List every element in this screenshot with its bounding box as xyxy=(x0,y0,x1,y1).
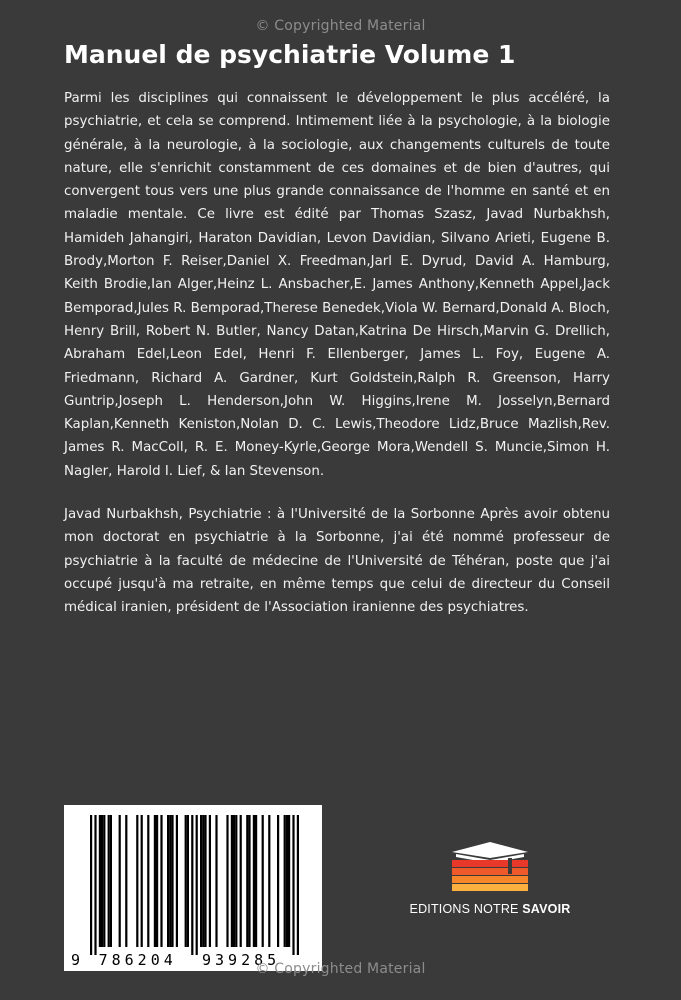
publisher-name xyxy=(380,902,600,916)
barcode xyxy=(64,805,322,971)
barcode-bar xyxy=(233,815,235,947)
barcode-bar xyxy=(147,815,149,947)
barcode-bar xyxy=(253,815,255,947)
barcode-bar xyxy=(248,815,250,947)
barcode-bar xyxy=(286,815,288,947)
barcode-bar xyxy=(169,815,171,947)
barcode-bar xyxy=(292,815,294,955)
barcode-bar xyxy=(277,815,279,947)
barcode-digit-first: 9 xyxy=(70,951,84,969)
barcode-bar xyxy=(297,815,299,955)
barcode-bar xyxy=(191,815,193,955)
barcode-bar xyxy=(110,815,112,947)
barcode-bar xyxy=(231,815,233,947)
watermark-top: © Copyrighted Material xyxy=(255,18,426,34)
barcode-digits-left: 786204 xyxy=(98,951,177,969)
barcode-bar xyxy=(119,815,121,947)
barcode-bar xyxy=(94,815,96,955)
publisher-block xyxy=(380,838,600,928)
barcode-bar xyxy=(204,815,206,947)
barcode-bar xyxy=(284,815,286,947)
barcode-bar xyxy=(268,815,270,947)
publisher-name-regular: EDITIONS NOTRE xyxy=(409,902,523,916)
barcode-bar xyxy=(160,815,162,947)
barcode-bar xyxy=(262,815,264,947)
barcode-bar xyxy=(255,815,257,947)
barcode-bar xyxy=(176,815,178,947)
barcode-bar xyxy=(167,815,169,947)
barcode-bar xyxy=(101,815,103,947)
barcode-bar xyxy=(187,815,189,947)
barcode-bar xyxy=(240,815,242,947)
barcode-bar xyxy=(108,815,110,947)
barcode-bar xyxy=(156,815,158,947)
barcode-bar xyxy=(196,815,198,955)
barcode-bar xyxy=(103,815,105,947)
barcode-bar xyxy=(171,815,173,947)
author-bio: Javad Nurbakhsh, Psychiatrie : à l'Université de la Sorbonne Après avoir obtenu mon doctorat en psychiatrie à la Sorbonne, j'ai été nommé professeur de psychiatrie à la faculté de médecine de l'Université de Téhéran, poste que j'ai occupé jusqu'à ma retraite, en même temps que celui de directeur du Conseil médical iranien, président de l'Association iranienne des psychiatres. xyxy=(64,507,610,616)
barcode-bar xyxy=(288,815,290,947)
barcode-bar xyxy=(185,815,187,947)
barcode-bar xyxy=(154,815,156,947)
barcode-bar xyxy=(90,815,92,955)
publisher-name-bold: SAVOIR xyxy=(522,902,571,916)
barcode-bar xyxy=(125,815,127,947)
barcode-digits-right: 939285 xyxy=(202,951,281,969)
barcode-bar xyxy=(202,815,204,947)
barcode-bar xyxy=(226,815,228,947)
watermark-bottom: © Copyrighted Material xyxy=(255,961,426,977)
book-title: Manuel de psychiatrie Volume 1 xyxy=(64,40,516,69)
barcode-bar xyxy=(215,815,217,947)
barcode-bar xyxy=(246,815,248,947)
barcode-bar xyxy=(209,815,211,947)
ean13-barcode-icon xyxy=(64,805,322,971)
stacked-books-icon xyxy=(446,838,534,894)
barcode-bar xyxy=(200,815,202,947)
barcode-bar xyxy=(141,815,143,947)
barcode-bar xyxy=(235,815,237,947)
barcode-bar xyxy=(99,815,101,947)
book-description: Parmi les disciplines qui connaissent le développement le plus accéléré, la psychiatrie, et cela se comprend. Intimement liée à la psychologie, à la biologie générale, à la neurologie, à la sociologie, aux changements culturels de toute nature, elle s'enrichit constamment de ces domaines et de bien d'autres, qui convergent tous vers une plus grande connaissance de l'homme en santé et en maladie mentale. Ce livre est édité par Thomas Szasz, Javad Nurbakhsh, Hamideh Jahangiri, Haraton Davidian, Levon Davidian, Silvano Arieti, Eugene B. Brody,Morton F. Reiser,Daniel X. Freedman,Jarl E. Dyrud, David A. Hamburg, Keith Brodie,Ian Alger,Heinz L. Ansbacher,E. James Anthony,Kenneth Appel,Jack Bemporad,Jules R. Bemporad,Therese Benedek,Viola W. Bernard,Donald A. Bloch, Henry Brill, Robert N. Butler, Nancy Datan,Katrina De Hirsch,Marvin G. Drellich, Abraham Edel,Leon Edel, Henri F. Ellenberger, James L. Foy, Eugene A. Friedmann, Richard A. Gardner, Kurt Goldstein,Ralph R. Greenson, Harry Guntrip,Joseph L. Henderson,John W. Higgins,Irene M. Josselyn,Bernard Kaplan,Kenneth Keniston,Nolan D. C. Lewis,Theodore Lidz,Bruce Mazlish,Rev. James R. MacColl, R. E. Money-Kyrle,George Mora,Wendell S. Muncie,Simon H. Nagler, Harold I. Lief, & Ian Stevenson. xyxy=(64,91,610,479)
barcode-bar xyxy=(136,815,138,947)
